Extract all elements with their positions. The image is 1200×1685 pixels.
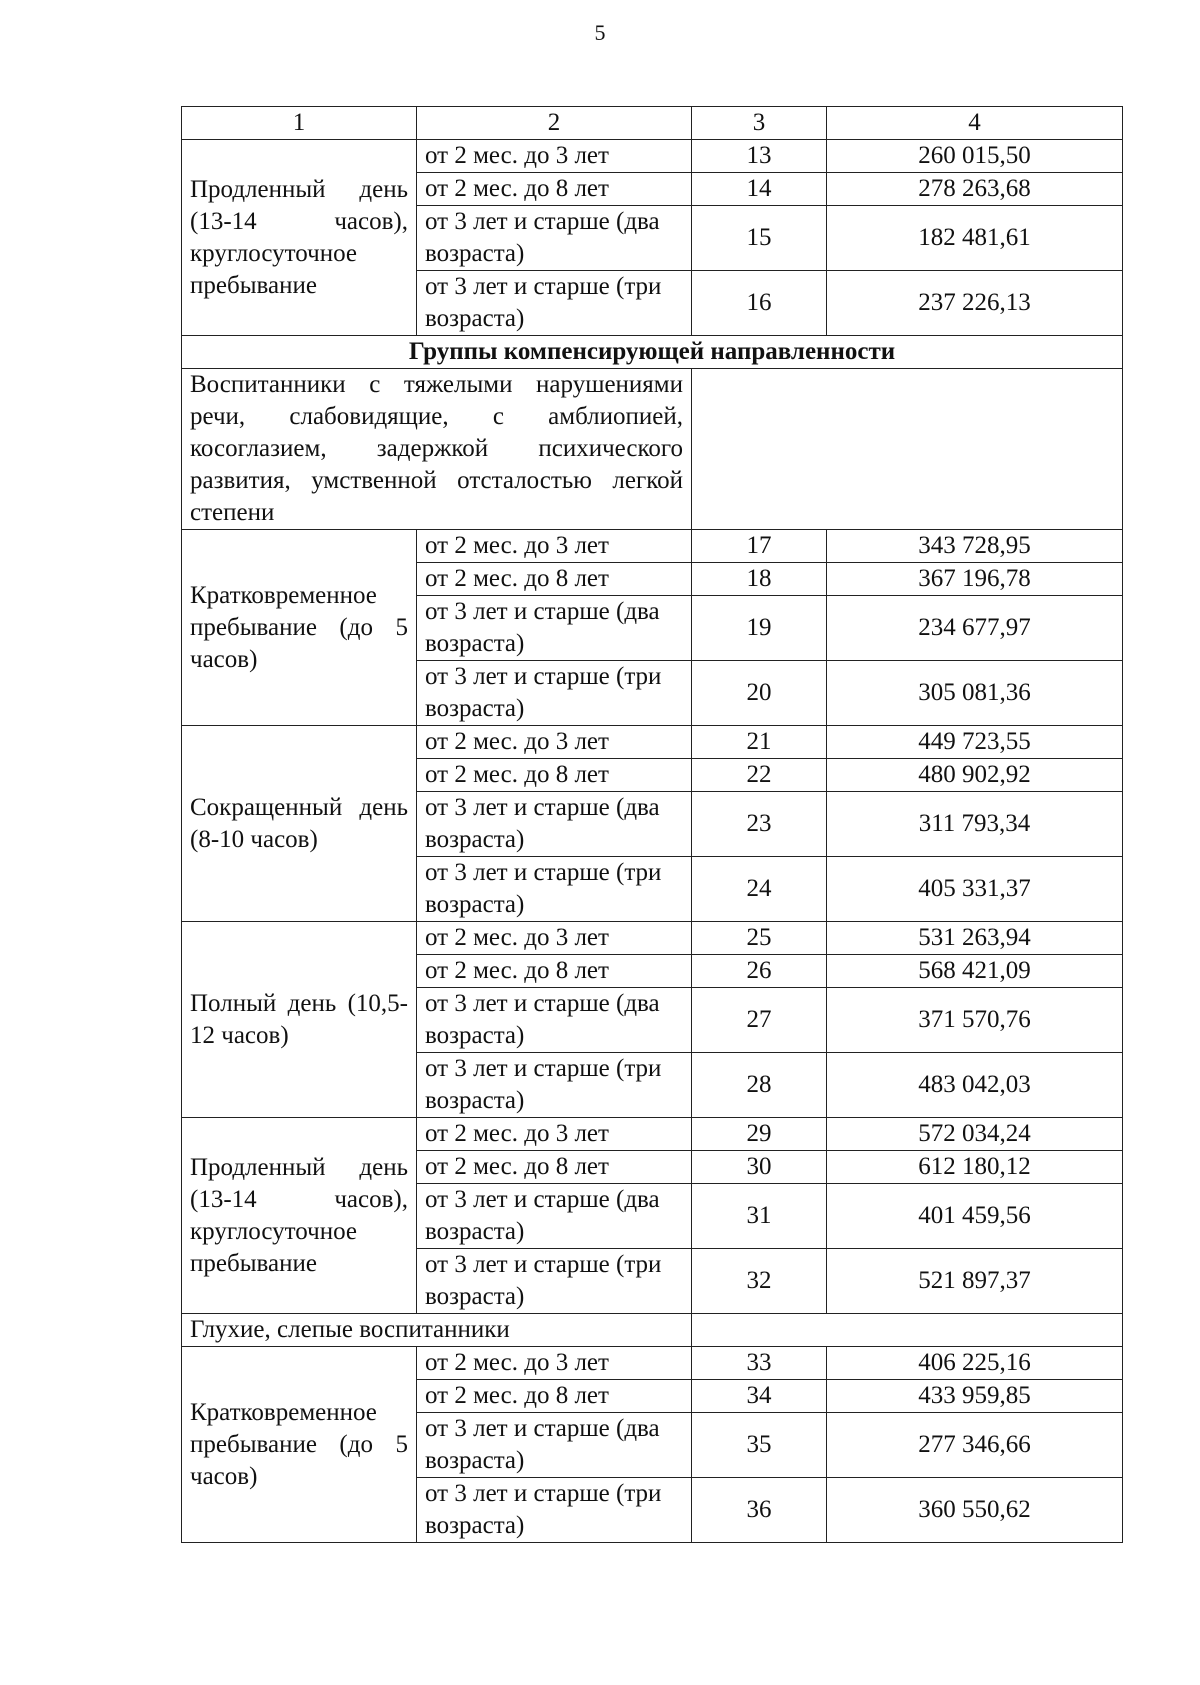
cost-cell: 405 331,37 xyxy=(827,857,1123,922)
category-label: Глухие, слепые воспитанники xyxy=(182,1314,692,1347)
row-number-cell: 21 xyxy=(692,726,827,759)
cost-cell: 311 793,34 xyxy=(827,792,1123,857)
row-number-cell: 16 xyxy=(692,271,827,336)
cost-cell: 433 959,85 xyxy=(827,1380,1123,1413)
table-row xyxy=(182,726,1123,759)
row-number-cell: 28 xyxy=(692,1053,827,1118)
empty-cell xyxy=(692,1314,1123,1347)
cost-cell: 371 570,76 xyxy=(827,988,1123,1053)
row-number-cell: 20 xyxy=(692,661,827,726)
header-row xyxy=(182,107,1123,140)
section-row xyxy=(182,336,1123,369)
category-label: Воспитанники с тяжелыми нарушениями речи, слабовидящие, с амблиопией, косоглазием, задержкой психического развития, умственной отсталостью легкой степени xyxy=(182,369,692,530)
header-cell-4: 4 xyxy=(827,107,1123,140)
age-group-cell: от 2 мес. до 8 лет xyxy=(417,1151,692,1184)
age-group-cell: от 2 мес. до 3 лет xyxy=(417,922,692,955)
row-number-cell: 23 xyxy=(692,792,827,857)
cost-cell: 182 481,61 xyxy=(827,206,1123,271)
row-number-cell: 24 xyxy=(692,857,827,922)
cost-cell: 483 042,03 xyxy=(827,1053,1123,1118)
row-number-cell: 33 xyxy=(692,1347,827,1380)
table-row xyxy=(182,1347,1123,1380)
row-number-cell: 29 xyxy=(692,1118,827,1151)
table-row xyxy=(182,140,1123,173)
cost-cell: 277 346,66 xyxy=(827,1413,1123,1478)
age-group-cell: от 3 лет и старше (два возраста) xyxy=(417,988,692,1053)
age-group-cell: от 3 лет и старше (два возраста) xyxy=(417,1184,692,1249)
cost-cell: 401 459,56 xyxy=(827,1184,1123,1249)
table-row xyxy=(182,530,1123,563)
age-group-cell: от 2 мес. до 3 лет xyxy=(417,726,692,759)
stay-mode-cell: Продленный день (13-14 часов), круглосуточное пребывание xyxy=(182,1118,417,1314)
age-group-cell: от 2 мес. до 3 лет xyxy=(417,1118,692,1151)
row-number-cell: 19 xyxy=(692,596,827,661)
row-number-cell: 31 xyxy=(692,1184,827,1249)
row-number-cell: 15 xyxy=(692,206,827,271)
stay-mode-cell: Кратковременное пребывание (до 5 часов) xyxy=(182,530,417,726)
header-cell-1: 1 xyxy=(182,107,417,140)
row-number-cell: 18 xyxy=(692,563,827,596)
row-number-cell: 22 xyxy=(692,759,827,792)
age-group-cell: от 2 мес. до 8 лет xyxy=(417,1380,692,1413)
category-row xyxy=(182,369,1123,530)
cost-cell: 360 550,62 xyxy=(827,1478,1123,1543)
age-group-cell: от 2 мес. до 8 лет xyxy=(417,173,692,206)
cost-cell: 343 728,95 xyxy=(827,530,1123,563)
stay-mode-cell: Полный день (10,5-12 часов) xyxy=(182,922,417,1118)
age-group-cell: от 2 мес. до 3 лет xyxy=(417,530,692,563)
age-group-cell: от 2 мес. до 8 лет xyxy=(417,955,692,988)
table-row xyxy=(182,922,1123,955)
row-number-cell: 34 xyxy=(692,1380,827,1413)
cost-cell: 568 421,09 xyxy=(827,955,1123,988)
cost-cell: 449 723,55 xyxy=(827,726,1123,759)
age-group-cell: от 3 лет и старше (три возраста) xyxy=(417,661,692,726)
row-number-cell: 17 xyxy=(692,530,827,563)
cost-cell: 237 226,13 xyxy=(827,271,1123,336)
age-group-cell: от 3 лет и старше (два возраста) xyxy=(417,792,692,857)
age-group-cell: от 3 лет и старше (три возраста) xyxy=(417,1249,692,1314)
tariff-table xyxy=(181,106,1123,1543)
age-group-cell: от 2 мес. до 3 лет xyxy=(417,1347,692,1380)
cost-cell: 305 081,36 xyxy=(827,661,1123,726)
header-cell-3: 3 xyxy=(692,107,827,140)
row-number-cell: 14 xyxy=(692,173,827,206)
empty-cell xyxy=(692,369,1123,530)
stay-mode-cell: Кратковременное пребывание (до 5 часов) xyxy=(182,1347,417,1543)
table-row xyxy=(182,1118,1123,1151)
age-group-cell: от 3 лет и старше (три возраста) xyxy=(417,271,692,336)
stay-mode-cell: Продленный день (13-14 часов), круглосуточное пребывание xyxy=(182,140,417,336)
age-group-cell: от 3 лет и старше (два возраста) xyxy=(417,1413,692,1478)
age-group-cell: от 2 мес. до 3 лет xyxy=(417,140,692,173)
cost-cell: 531 263,94 xyxy=(827,922,1123,955)
section-title: Группы компенсирующей направленности xyxy=(182,336,1123,369)
row-number-cell: 30 xyxy=(692,1151,827,1184)
cost-cell: 406 225,16 xyxy=(827,1347,1123,1380)
row-number-cell: 13 xyxy=(692,140,827,173)
category-row xyxy=(182,1314,1123,1347)
age-group-cell: от 2 мес. до 8 лет xyxy=(417,563,692,596)
cost-cell: 572 034,24 xyxy=(827,1118,1123,1151)
age-group-cell: от 3 лет и старше (три возраста) xyxy=(417,1478,692,1543)
header-cell-2: 2 xyxy=(417,107,692,140)
cost-cell: 480 902,92 xyxy=(827,759,1123,792)
cost-cell: 612 180,12 xyxy=(827,1151,1123,1184)
cost-cell: 234 677,97 xyxy=(827,596,1123,661)
row-number-cell: 26 xyxy=(692,955,827,988)
row-number-cell: 32 xyxy=(692,1249,827,1314)
age-group-cell: от 3 лет и старше (два возраста) xyxy=(417,206,692,271)
cost-cell: 260 015,50 xyxy=(827,140,1123,173)
age-group-cell: от 3 лет и старше (три возраста) xyxy=(417,857,692,922)
cost-cell: 278 263,68 xyxy=(827,173,1123,206)
age-group-cell: от 2 мес. до 8 лет xyxy=(417,759,692,792)
row-number-cell: 36 xyxy=(692,1478,827,1543)
tariff-table-body xyxy=(182,107,1123,1543)
row-number-cell: 35 xyxy=(692,1413,827,1478)
stay-mode-cell: Сокращенный день (8-10 часов) xyxy=(182,726,417,922)
cost-cell: 367 196,78 xyxy=(827,563,1123,596)
age-group-cell: от 3 лет и старше (три возраста) xyxy=(417,1053,692,1118)
cost-cell: 521 897,37 xyxy=(827,1249,1123,1314)
row-number-cell: 25 xyxy=(692,922,827,955)
age-group-cell: от 3 лет и старше (два возраста) xyxy=(417,596,692,661)
row-number-cell: 27 xyxy=(692,988,827,1053)
page-number: 5 xyxy=(594,20,606,45)
